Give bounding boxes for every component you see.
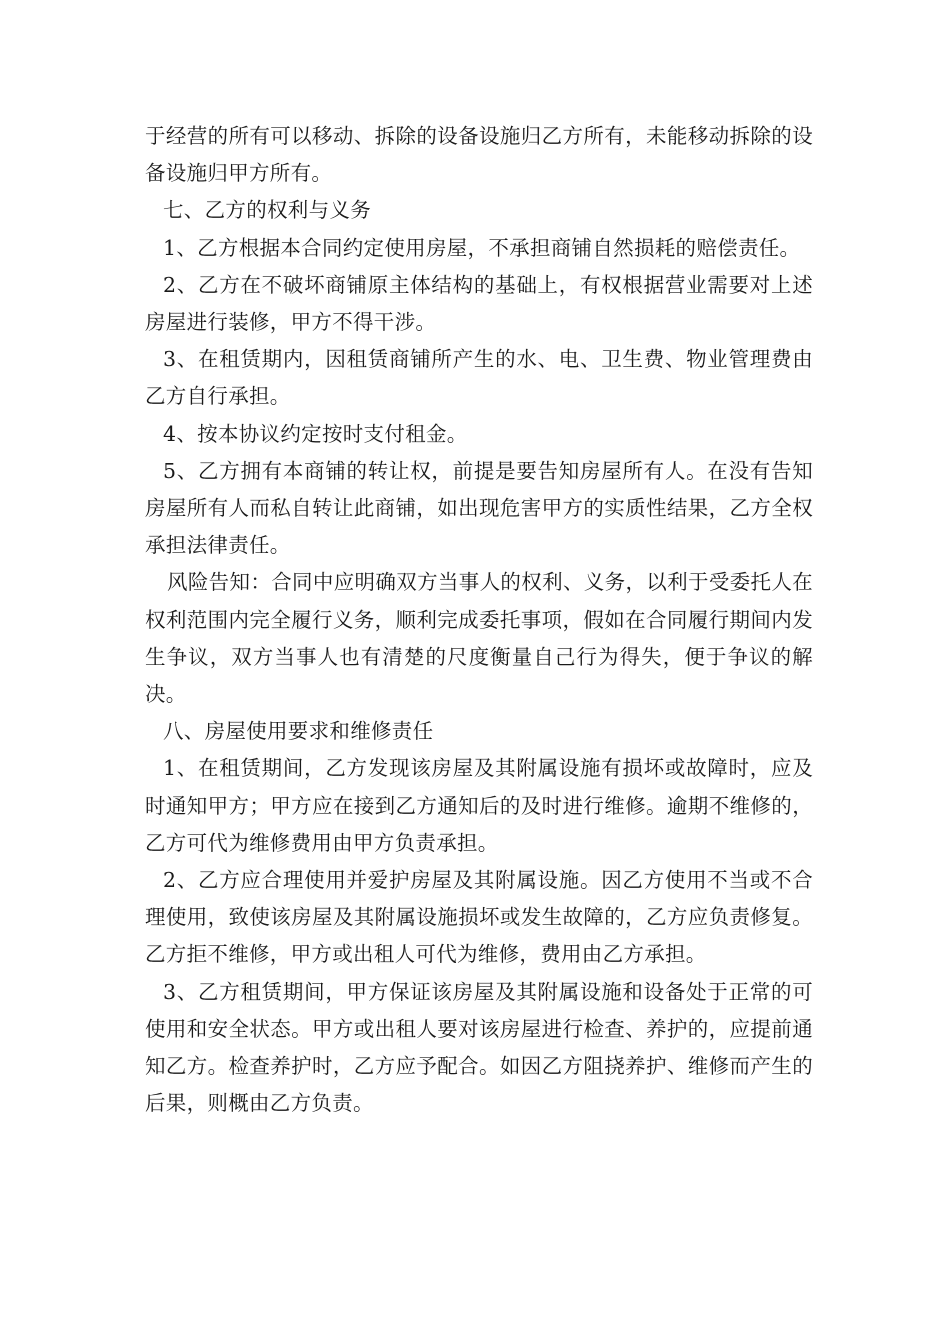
- document-body: [145, 118, 813, 1122]
- section-heading-7: 七、乙方的权利与义务: [163, 198, 371, 223]
- clause-7-5: 5、乙方拥有本商铺的转让权，前提是要告知房屋所有人。在没有告知房屋所有人而私自转让此商铺，如出现危害甲方的实质性结果，乙方全权承担法律责任。: [145, 458, 813, 558]
- clause-7-2: 2、乙方在不破坏商铺原主体结构的基础上，有权根据营业需要对上述房屋进行装修，甲方不得干涉。: [145, 272, 813, 335]
- clause-8-3: 3、乙方租赁期间，甲方保证该房屋及其附属设施和设备处于正常的可使用和安全状态。甲方或出租人要对该房屋进行检查、养护的，应提前通知乙方。检查养护时，乙方应予配合。如因乙方阻挠养护、维修而产生的后果，则概由乙方负责。: [145, 979, 813, 1116]
- clause-8-1: 1、在租赁期间，乙方发现该房屋及其附属设施有损坏或故障时，应及时通知甲方；甲方应在接到乙方通知后的及时进行维修。逾期不维修的，乙方可代为维修费用由甲方负责承担。: [145, 756, 813, 855]
- clause-8-2: 2、乙方应合理使用并爱护房屋及其附属设施。因乙方使用不当或不合理使用，致使该房屋及其附属设施损坏或发生故障的，乙方应负责修复。乙方拒不维修，甲方或出租人可代为维修，费用由乙方承担。: [145, 868, 813, 967]
- section-heading-8: 八、房屋使用要求和维修责任: [163, 719, 434, 744]
- clause-7-4: 4、按本协议约定按时支付租金。: [163, 421, 468, 446]
- risk-notice: 风险告知：合同中应明确双方当事人的权利、义务，以利于受委托人在权利范围内完全履行义务，顺利完成委托事项，假如在合同履行期间内发生争议，双方当事人也有清楚的尺度衡量自己行为得失，便于争议的解决。: [145, 570, 813, 707]
- clause-7-3: 3、在租赁期内，因租赁商铺所产生的水、电、卫生费、物业管理费由乙方自行承担。: [145, 347, 813, 409]
- paragraph-continuation: 于经营的所有可以移动、拆除的设备设施归乙方所有，未能移动拆除的设备设施归甲方所有。: [145, 124, 813, 186]
- clause-7-1: 1、乙方根据本合同约定使用房屋，不承担商铺自然损耗的赔偿责任。: [163, 235, 801, 260]
